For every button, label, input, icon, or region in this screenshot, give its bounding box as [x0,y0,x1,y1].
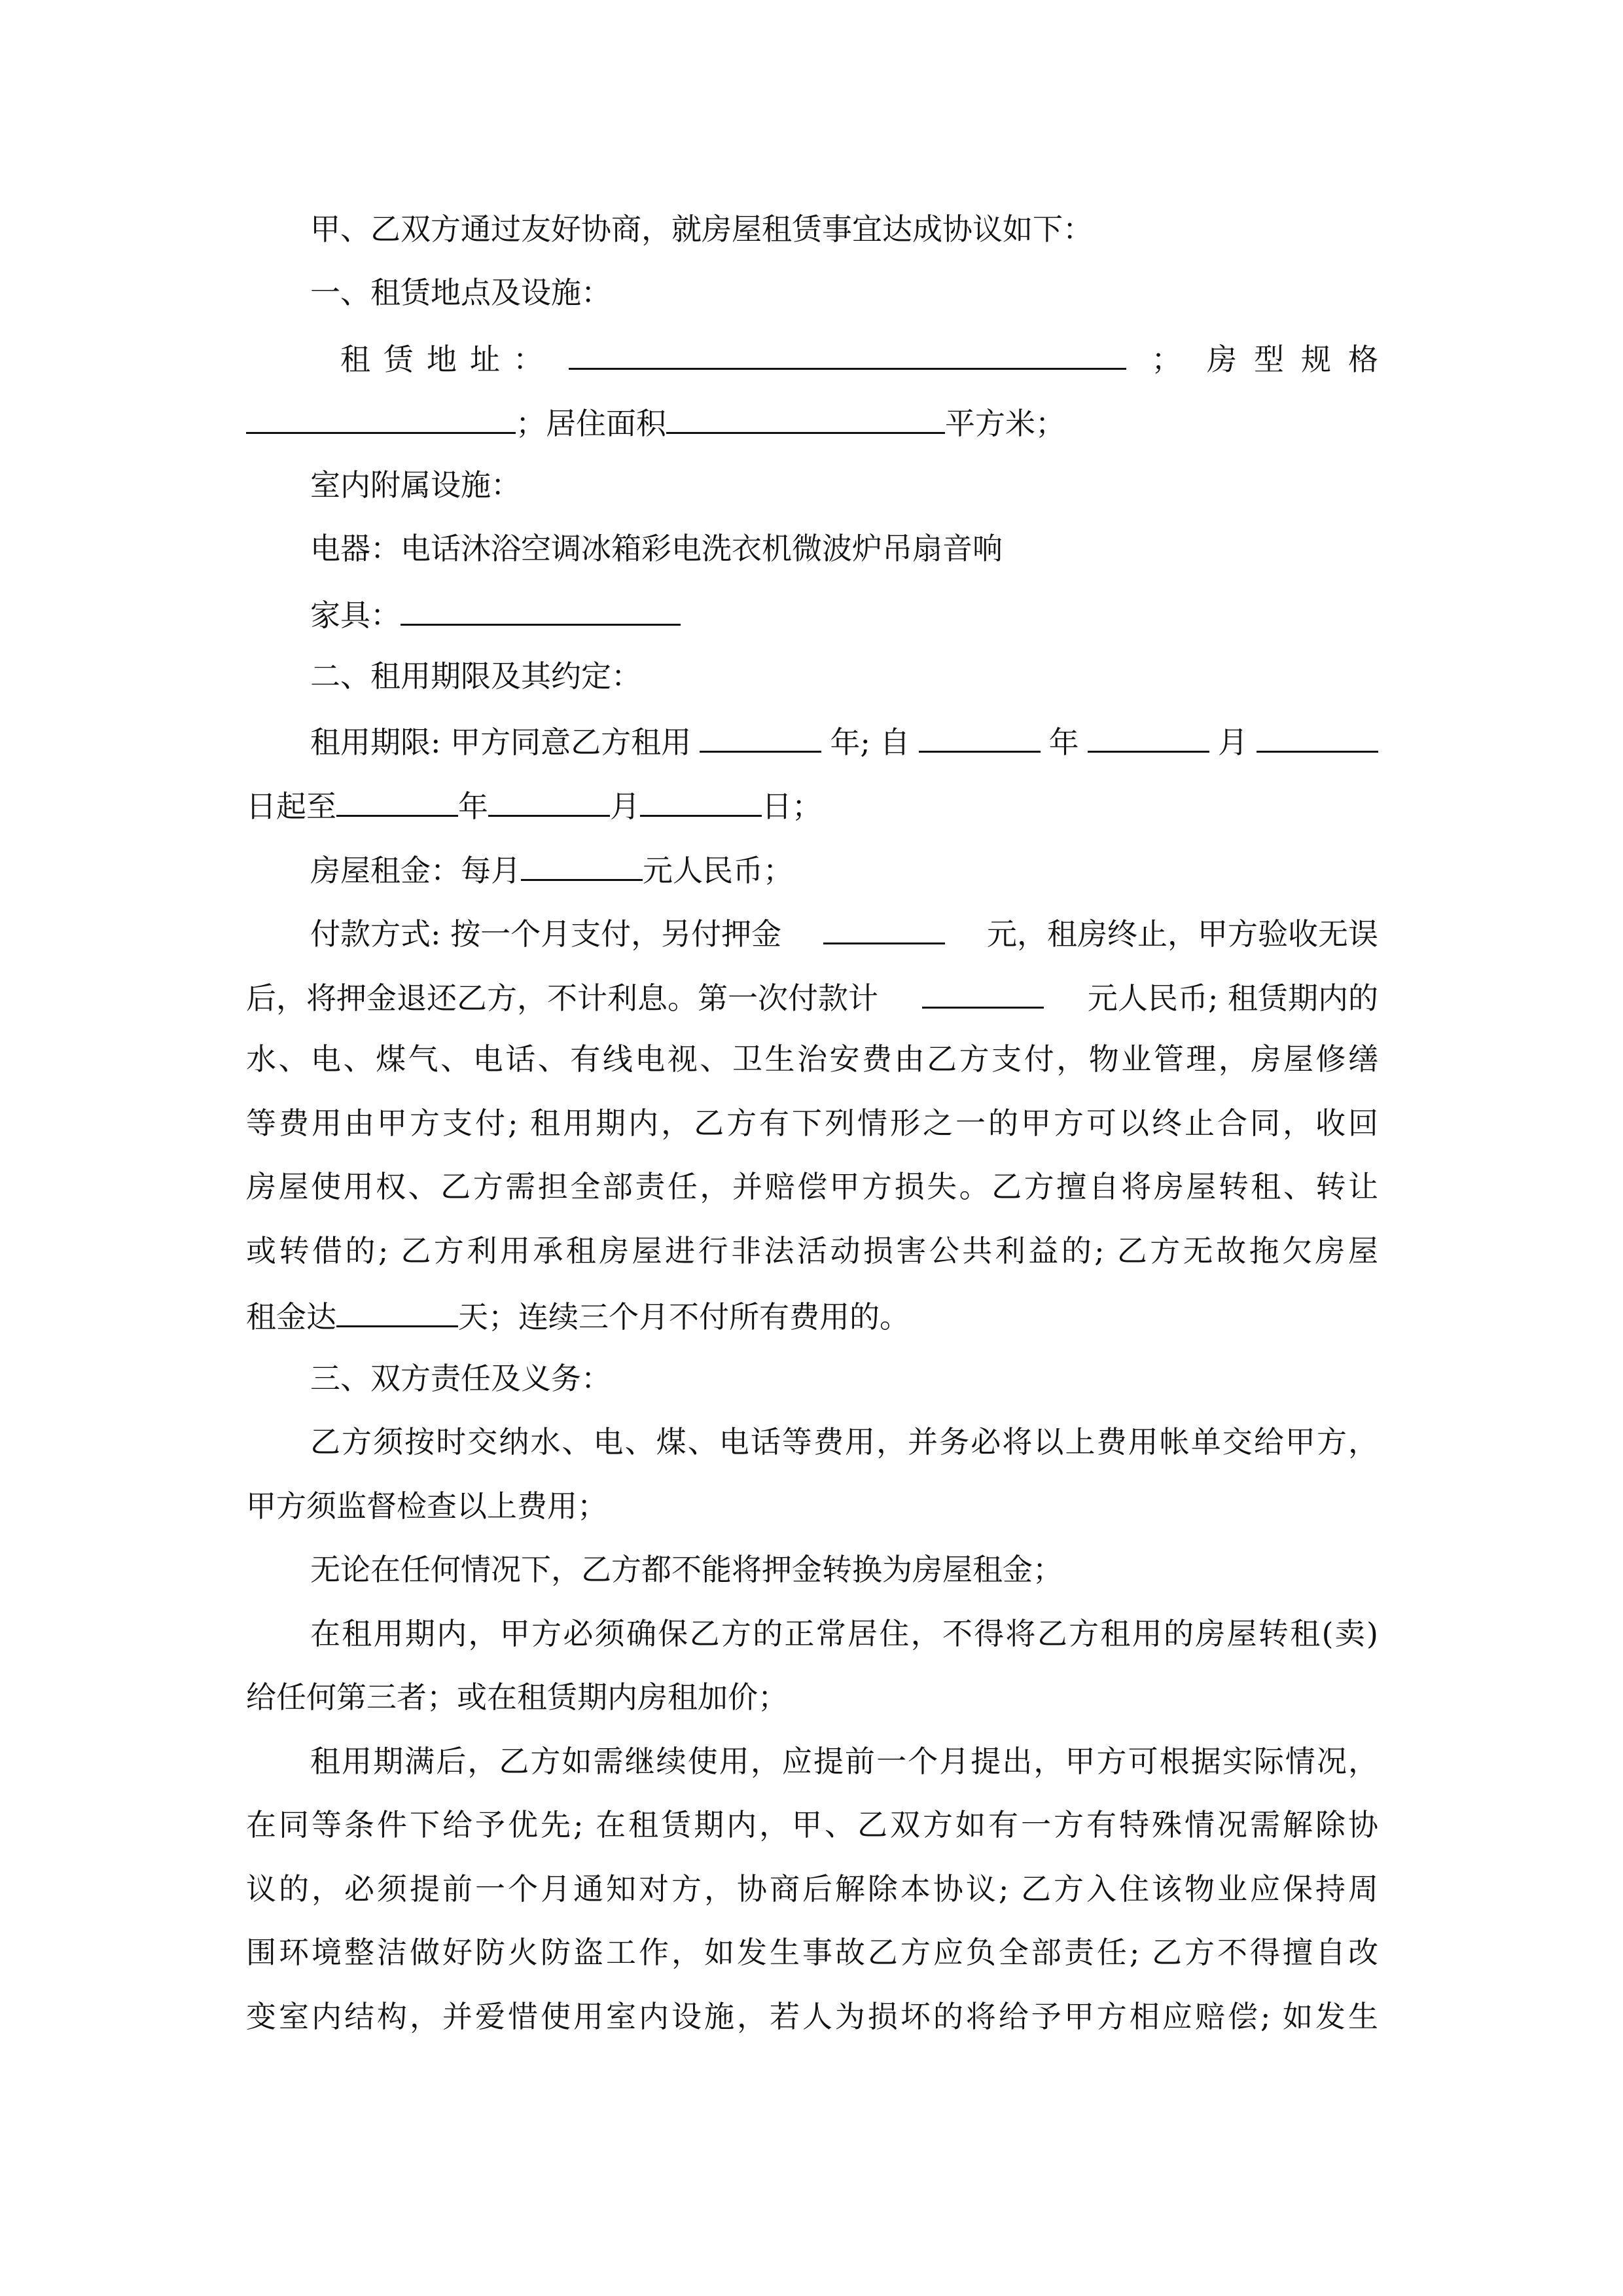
intro-paragraph: 甲、乙双方通过友好协商，就房屋租赁事宜达成协议如下： [310,211,1093,247]
facilities-label: 室内附属设施： [310,467,521,503]
appliances-line [310,526,1378,571]
payment-lead: 付款方式: 按一个月支付，另付押金 [310,916,782,952]
payment-line-6: 或转借的; 乙方利用承租房屋进行非法活动损害公共利益的; 乙方无故拖欠房屋 [246,1233,1378,1268]
payment-line-2 [246,973,1378,1018]
section1-heading: 一、租赁地点及设施： [310,275,611,310]
rent-label: 房屋租金：每月 [310,853,521,888]
duty-d-line-1: 租用期满后，乙方如需继续使用，应提前一个月提出，甲方可根据实际情况， [310,1744,1378,1779]
section2-heading: 二、租用期限及其约定： [310,658,641,694]
section3-heading: 三、双方责任及义务： [310,1361,611,1396]
rent-line [310,845,1378,891]
end-year-word: 年 [458,789,488,824]
start-day-blank[interactable] [1257,717,1378,753]
payment-line-7 [246,1291,1378,1337]
duty-c-line-1: 在租用期内，甲方必须确保乙方的正常居住，不得将乙方租用的房屋转租(卖) [310,1616,1378,1651]
payment-line-1 [310,908,1378,954]
month-word: 月 [1217,725,1248,760]
deposit-blank[interactable] [823,908,945,944]
duty-d-line-3: 议的，必须提前一个月通知对方，协商后解除本协议; 乙方入住该物业应保持周 [246,1871,1378,1907]
room-area-line [246,398,1378,444]
first-payment-blank[interactable] [922,973,1044,1009]
duty-d-line-2: 在同等条件下给予优先; 在租赁期内，甲、乙双方如有一方有特殊情况需解除协 [246,1807,1378,1842]
arrears-lead: 租金达 [246,1299,336,1335]
end-day-blank[interactable] [640,781,762,817]
from-start: 日起至 [246,789,336,824]
rent-blank[interactable] [521,845,643,881]
duty-d-line-4: 围环境整洁做好防火防盗工作，如发生事故乙方应负全部责任; 乙方不得擅自改 [246,1935,1378,1970]
appliances-label: 电器： [310,531,401,566]
payment-line-5: 房屋使用权、乙方需担全部责任，并赔偿甲方损失。乙方擅自将房屋转租、转让 [246,1169,1378,1204]
end-year-blank[interactable] [336,781,458,817]
payment-line-3: 水、电、煤气、电话、有线电视、卫生治安费由乙方支付，物业管理，房屋修缮 [246,1041,1378,1077]
end-day-word: 日； [762,789,822,824]
area-blank[interactable] [666,398,945,434]
address-label: 租 赁 地 址 ： [340,342,543,377]
payment-line-4: 等费用由甲方支付; 租用期内，乙方有下列情形之一的甲方可以终止合同，收回 [246,1105,1378,1141]
duty-a-line-1: 乙方须按时交纳水、电、煤、电话等费用，并务必将以上费用帐单交给甲方， [310,1424,1378,1460]
end-month-word: 月 [610,789,640,824]
furniture-label: 家具： [310,598,401,633]
year-from: 年; 自 [830,725,910,760]
term-end-line [246,781,1378,827]
address-line [340,334,1378,380]
address-blank[interactable] [569,334,1126,370]
duty-a-line-2: 甲方须监督检查以上费用； [246,1488,607,1524]
address-row [340,334,1378,382]
end-month-blank[interactable] [488,781,610,817]
payment-tail: 元，租房终止，甲方验收无误 [987,916,1378,952]
first-payment-tail: 元人民币; 租赁期内的 [1087,980,1378,1016]
room-type-blank[interactable] [246,398,516,434]
term-line [310,717,1378,762]
furniture-blank[interactable] [401,590,681,626]
room-type-label: 房 型 规 格 [1206,342,1378,377]
area-label: 居住面积 [546,406,666,441]
furniture-line [310,590,1378,636]
year-word: 年 [1048,725,1079,760]
rent-unit: 元人民币； [643,853,793,888]
term-years-blank[interactable] [700,717,821,753]
address-semicolon: ； [1151,342,1182,377]
appliances-list: 电话沐浴空调冰箱彩电洗衣机微波炉吊扇音响 [401,531,1003,566]
start-month-blank[interactable] [1088,717,1209,753]
area-unit: 平方米； [945,406,1065,441]
duty-b-line-1: 无论在任何情况下，乙方都不能将押金转换为房屋租金； [310,1552,1063,1587]
first-payment-text: 后，将押金退还乙方，不计利息。第一次付款计 [246,980,878,1016]
duty-d-line-5: 变室内结构，并爱惜使用室内设施，若人为损坏的将给予甲方相应赔偿; 如发生 [246,1999,1378,2034]
arrears-tail: 天；连续三个月不付所有费用的。 [458,1299,910,1335]
term-lead: 租用期限: 甲方同意乙方租用 [310,725,692,760]
room-type-semicolon: ； [516,406,546,441]
start-year-blank[interactable] [919,717,1041,753]
arrears-days-blank[interactable] [336,1291,458,1327]
duty-c-line-2: 给任何第三者；或在租赁期内房租加价； [246,1679,788,1715]
